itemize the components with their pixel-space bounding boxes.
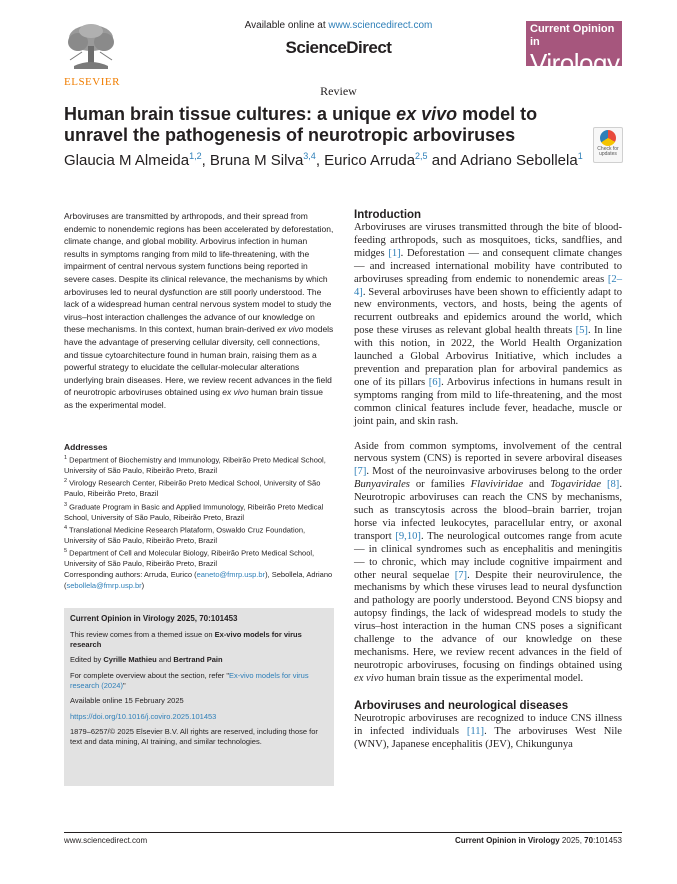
corresponding-authors	[64, 570, 334, 591]
abstract-text: models have the advantage of preserving cellular diversity, cell connections, and tissue cytoarchitecture found in human brain, raising them as a powerful strategy to elucidate the cellular-molecular alterations underlying brain diseases. Here, we review recent advances in the field of neurotropic arboviruses obtained using	[64, 324, 334, 398]
paragraph-text: . Deforestation — and consequent climate changes — and increased international mobility have contributed to arboviruses spreading from endemic to nonendemic areas	[354, 247, 622, 285]
paragraph-text: . Several arboviruses have been shown to efficiently adapt to new environments, vectors, and hosts, being the agents of recurrent outbreaks and epidemics around the world, which pose these viruses as relevant global health threats	[354, 286, 622, 337]
footer-volume: 70	[584, 836, 594, 845]
copyright-text: 1879–6257/© 2025 Elsevier B.V. All rights are reserved, including those for text and data mining, AI training, and similar technologies.	[70, 727, 318, 746]
footer-article-number: :101453	[593, 836, 622, 845]
check-for-updates-button[interactable]	[593, 127, 623, 163]
author-separator: ,	[315, 152, 325, 169]
author-name[interactable]: Adriano Sebollela	[460, 152, 578, 169]
available-prefix: Available online at	[244, 20, 329, 31]
sciencedirect-brand: ScienceDirect	[285, 38, 392, 57]
author-name[interactable]: Glaucia M Almeida	[64, 152, 190, 169]
title-part1: Human brain tissue cultures: a unique	[64, 104, 397, 124]
reference-link[interactable]: [9,10]	[395, 530, 421, 542]
editors-line	[70, 655, 328, 665]
taxon-name: Bunyavirales	[354, 479, 410, 491]
reference-link[interactable]: [11]	[466, 725, 485, 737]
reference-link[interactable]: [1]	[388, 247, 401, 259]
author-separator: ,	[201, 152, 210, 169]
paragraph-text: Neurotropic arboviruses are recognized to induce CNS illness in infected individuals	[354, 712, 622, 737]
address-item	[64, 453, 334, 476]
section-overview-link[interactable]: Ex-vivo models for virus research (2024)	[70, 670, 309, 690]
intro-paragraph-2	[354, 441, 622, 686]
footer-year: 2025,	[559, 836, 585, 845]
address-item	[64, 476, 334, 499]
overview-prefix: For complete overview about the section, refer "	[70, 670, 229, 680]
author-affiliation-ref[interactable]: 1,2	[189, 151, 202, 161]
author-list	[64, 146, 584, 171]
paragraph-text: . The arboviruses West Nile (WNV), Japanese encephalitis (JEV), Chikungunya	[354, 725, 622, 750]
address-item	[64, 523, 334, 546]
abstract-text: human brain tissue as the experimental model.	[64, 387, 323, 410]
edited-and: and	[156, 655, 174, 664]
reference-link[interactable]: [5]	[575, 325, 588, 337]
corresponding-mid: ), Sebollela, Adriano (	[64, 570, 333, 590]
paragraph-text: Arboviruses are viruses transmitted through the bite of blood-feeding arthropods, such as mosquitoes, ticks, sandflies, and midges	[354, 222, 622, 259]
journal-cover-box	[526, 21, 622, 78]
article-info-box	[64, 608, 334, 786]
title-italic: ex vivo	[396, 104, 458, 124]
reference-link[interactable]: [2–4]	[354, 273, 622, 298]
abstract	[64, 210, 334, 412]
title-part2: model to unravel the pathogenesis of neurotropic arboviruses	[64, 104, 538, 145]
reference-link[interactable]: [7]	[454, 569, 468, 581]
doi-link[interactable]: https://doi.org/10.1016/j.coviro.2025.101453	[70, 711, 217, 721]
address-text: Department of Biochemistry and Immunology, Ribeirão Preto Medical School, University of São Paulo, Ribeirão Preto, Brazil	[64, 455, 326, 475]
address-item	[64, 546, 334, 569]
themed-issue-line	[70, 630, 328, 650]
address-text: Translational Medicine Research Plataform, Oswaldo Cruz Foundation, University of São Paulo, Ribeirão Preto, Brazil	[64, 525, 306, 545]
sciencedirect-link[interactable]: www.sciencedirect.com	[328, 20, 433, 31]
author-name[interactable]: Eurico Arruda	[324, 152, 416, 169]
footer-journal: Current Opinion in Virology	[454, 836, 560, 845]
corresponding-end: )	[141, 580, 145, 590]
author-affiliation-ref[interactable]: 3,4	[303, 151, 316, 161]
reference-link[interactable]: [6]	[428, 376, 442, 388]
themed-prefix: This review comes from a themed issue on	[70, 629, 215, 639]
abstract-italic: ex vivo	[222, 387, 249, 398]
overview-line	[70, 671, 328, 691]
publisher-name: ELSEVIER	[64, 76, 120, 88]
abstract-italic: ex vivo	[277, 324, 304, 335]
address-number: 1	[64, 455, 68, 461]
available-online-date: Available online 15 February 2025	[70, 696, 184, 705]
editor-name: Bertrand Pain	[173, 655, 223, 664]
section2-paragraph	[354, 713, 622, 752]
section-heading: Arboviruses and neurological diseases	[354, 699, 569, 712]
check-updates-icon	[600, 130, 616, 146]
taxon-name: Flaviviridae	[470, 479, 524, 491]
journal-name-line1: Current Opinion in	[530, 23, 615, 48]
address-number: 4	[64, 524, 68, 531]
corresponding-label: Corresponding authors: Arruda, Eurico (	[64, 570, 197, 579]
paragraph-text: . In line with this notion, in 2022, the World Health Organization launched a Global Arbovirus Initiative, which includes a prevention and preparation plan for arboviral pandemics as one of its pillars	[354, 325, 623, 388]
footer-website[interactable]: www.sciencedirect.com	[64, 836, 148, 845]
footer-divider	[64, 832, 622, 833]
paragraph-text: Aside from common symptoms, involvement of the central nervous system (CNS) is reported in severe arboviral diseases	[354, 440, 622, 465]
paragraph-text: . Neurotropic arboviruses can reach the CNS by mechanisms, such as transcytosis across the blood–brain barrier, trojan horse via infected leukocytes, paracellular entry, or axonal transport	[354, 479, 622, 542]
author-separator: and	[427, 152, 461, 169]
address-number: 2	[64, 478, 68, 485]
overview-suffix: "	[122, 680, 126, 690]
main-text-column	[354, 208, 622, 751]
addresses-section	[64, 442, 334, 570]
paragraph-text: . Arbovirus infections in humans result in symptoms ranging from mild to life-threatening, and the most common clinical features include fever, headache, muscle or joint pain, and skin rash.	[354, 376, 622, 427]
address-text: Virology Research Center, Ribeirão Preto Medical School, University of São Paulo, Ribeirão Preto, Brazil	[64, 478, 321, 499]
email-link[interactable]: sebollela@fmrp.usp.br	[66, 580, 142, 590]
addresses-heading: Addresses	[64, 442, 108, 452]
check-updates-label: Check for updates	[597, 146, 619, 157]
paragraph-text: . The neurological outcomes range from acute — in clinical syndromes such as encephalitis and meningitis — to chronic, which may include cognitive impairment and other neural sequelae	[354, 530, 622, 581]
paragraph-text: and	[523, 479, 551, 491]
taxon-name: Togaviridae	[550, 479, 602, 491]
email-link[interactable]: eaneto@fmrp.usp.br	[196, 570, 266, 579]
footer-citation	[455, 836, 622, 845]
themed-issue-name: Ex-vivo models for virus research	[70, 629, 302, 649]
paragraph-text: human brain tissue as the experimental model.	[383, 672, 584, 684]
reference-link[interactable]: [7]	[354, 466, 367, 478]
abstract-text: Arboviruses are transmitted by arthropods, and their spread from endemic to nonendemic regions has been accelerated by deforestation, climate change, and global mobility. Arbovirus infection in human results in symptoms ranging from mild to life-threatening, with the impairment of central nervous system functions being reported in severe cases. Despite its clinical relevance, the mechanisms by which arboviruses led to neural dysfunction are still poorly understood. The lack of a widespread human central nervous system model to study the virus–host interaction challenges the advance of our knowledge on these mechanisms. In this context, human brain-derived	[64, 211, 334, 335]
italic-term: ex vivo	[354, 672, 384, 684]
intro-paragraph-1	[354, 222, 622, 429]
journal-name-line2: Virology	[530, 48, 620, 78]
editor-name: Cyrille Mathieu	[103, 655, 157, 664]
paragraph-text: . Despite their neurovirulence, the mechanisms by which these viruses lead to neural dysfunction and pathology are poorly understood. Beyond CNS biopsy and autopsy findings, the lack of widespread models to study the virus–host interaction in the human CNS poses a significant challenge to the advance of our knowledge on these mechanisms. Here, we review recent advances in the field of neurotropic arboviruses, focusing on findings obtained using	[354, 569, 622, 671]
author-name[interactable]: Bruna M Silva	[209, 152, 304, 169]
citation-line: Current Opinion in Virology 2025, 70:101453	[70, 614, 238, 623]
edited-prefix: Edited by	[70, 655, 104, 664]
address-item	[64, 500, 334, 523]
paragraph-text: . Most of the neuroinvasive arboviruses belong to the order	[366, 466, 622, 478]
author-affiliation-ref[interactable]: 1	[577, 151, 583, 161]
address-text: Graduate Program in Basic and Applied Immunology, Ribeirão Preto Medical School, University of São Paulo, Ribeirão Preto, Brazil	[64, 502, 324, 522]
address-number: 3	[64, 501, 68, 508]
author-affiliation-ref[interactable]: 2,5	[415, 151, 428, 161]
paragraph-text: or families	[409, 479, 471, 491]
address-text: Department of Cell and Molecular Biology, Ribeirão Preto Medical School, University of São Paulo, Ribeirão Preto, Brazil	[64, 548, 315, 569]
reference-link[interactable]: [8]	[606, 479, 620, 491]
address-number: 5	[64, 548, 68, 555]
introduction-heading: Introduction	[354, 209, 422, 221]
article-type: Review	[320, 84, 357, 98]
article-title	[64, 104, 584, 146]
